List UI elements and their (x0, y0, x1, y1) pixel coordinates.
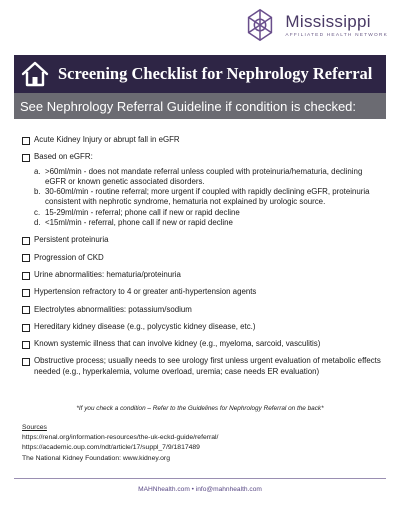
logo (241, 6, 388, 44)
checkbox[interactable] (22, 358, 30, 366)
checklist-item-label: Progression of CKD (34, 252, 104, 262)
subitem-letter: c. (34, 207, 41, 217)
logo-name: Mississippi (285, 12, 371, 31)
subitem-letter: b. (34, 187, 41, 197)
checklist-item[interactable] (22, 270, 382, 280)
egfr-sublist (22, 167, 382, 229)
egfr-subitem (34, 187, 382, 208)
checklist-item-label: Based on eGFR: (34, 152, 93, 162)
subitem-text: 30-60ml/min - routine referral; more urgent if coupled with rapidly declining eGFR, proteinuria consistent with nephrotic syndrome, hematuria not explained by urologic source. (45, 187, 370, 207)
egfr-subitem (34, 167, 382, 188)
subitem-letter: a. (34, 166, 41, 176)
checklist-item[interactable] (22, 356, 382, 377)
checklist-item[interactable] (22, 305, 382, 315)
checklist-item[interactable] (22, 135, 382, 145)
checkbox[interactable] (22, 137, 30, 145)
title-banner (14, 55, 386, 93)
checklist-item[interactable] (22, 339, 382, 349)
house-icon (20, 60, 50, 88)
checklist-item-label: Electrolytes abnormalities: potassium/sodium (34, 304, 192, 314)
checklist-item-label: Acute Kidney Injury or abrupt fall in eGFR (34, 135, 180, 144)
checklist-item[interactable] (22, 235, 382, 245)
subitem-text: >60ml/min - does not mandate referral unless coupled with proteinuria/hematuria, declining eGFR or known genetic associated disorders. (45, 166, 363, 186)
footnote: *If you check a condition – Refer to the Guidelines for Nephrology Referral on the back* (76, 405, 324, 412)
checklist-item-label: Hypertension refractory to 4 or greater anti-hypertension agents (34, 287, 257, 297)
subitem-text: 15-29ml/min - referral; phone call if new or rapid decline (45, 207, 240, 217)
checkbox[interactable] (22, 324, 30, 332)
page-title: Screening Checklist for Nephrology Referral (58, 64, 373, 83)
source-link[interactable]: https://renal.org/information-resources/the-uk-eckd-guide/referral/ (22, 434, 219, 442)
checklist-item[interactable] (22, 287, 382, 297)
egfr-subitem (34, 218, 382, 228)
sources-title: Sources (22, 424, 47, 431)
page-subtitle: See Nephrology Referral Guideline if condition is checked: (20, 98, 357, 114)
subitem-text: <15ml/min - referral, phone call if new or rapid decline (45, 218, 233, 228)
source-text: The National Kidney Foundation: www.kidney.org (22, 454, 170, 462)
source-link[interactable]: https://academic.oup.com/ndt/article/17/suppl_7/9/1817489 (22, 444, 200, 452)
egfr-subitem (34, 208, 382, 218)
checklist (22, 135, 382, 384)
checklist-item-label: Obstructive process; usually needs to see urology first unless urgent evaluation of metabolic effects needed (e.g., hyperkalemia, volume overload, uremia; case needs ER evaluation) (34, 356, 381, 376)
checklist-item-label: Urine abnormalities: hematuria/proteinuria (34, 269, 181, 279)
subitem-letter: d. (34, 218, 41, 228)
checkbox[interactable] (22, 289, 30, 297)
checkbox[interactable] (22, 306, 30, 314)
subtitle-banner (14, 93, 386, 119)
checklist-item-label: Hereditary kidney disease (e.g., polycystic kidney disease, etc.) (34, 321, 256, 331)
sources-block (22, 423, 218, 464)
footer-divider (14, 478, 386, 479)
logo-tagline: AFFILIATED HEALTH NETWORK (285, 33, 388, 38)
checklist-item-label: Known systemic illness that can involve kidney (e.g., myeloma, sarcoid, vasculitis) (34, 339, 321, 349)
checklist-item-label: Persistent proteinuria (34, 235, 109, 245)
checklist-item[interactable] (22, 152, 382, 162)
footer-contact[interactable]: MAHNhealth.com • info@mahnhealth.com (138, 486, 262, 493)
checkbox[interactable] (22, 237, 30, 245)
checkbox[interactable] (22, 254, 30, 262)
checklist-item[interactable] (22, 253, 382, 263)
checkbox[interactable] (22, 272, 30, 280)
checkbox[interactable] (22, 154, 30, 162)
checkbox[interactable] (22, 341, 30, 349)
checklist-item[interactable] (22, 322, 382, 332)
network-logo-icon (241, 6, 279, 44)
